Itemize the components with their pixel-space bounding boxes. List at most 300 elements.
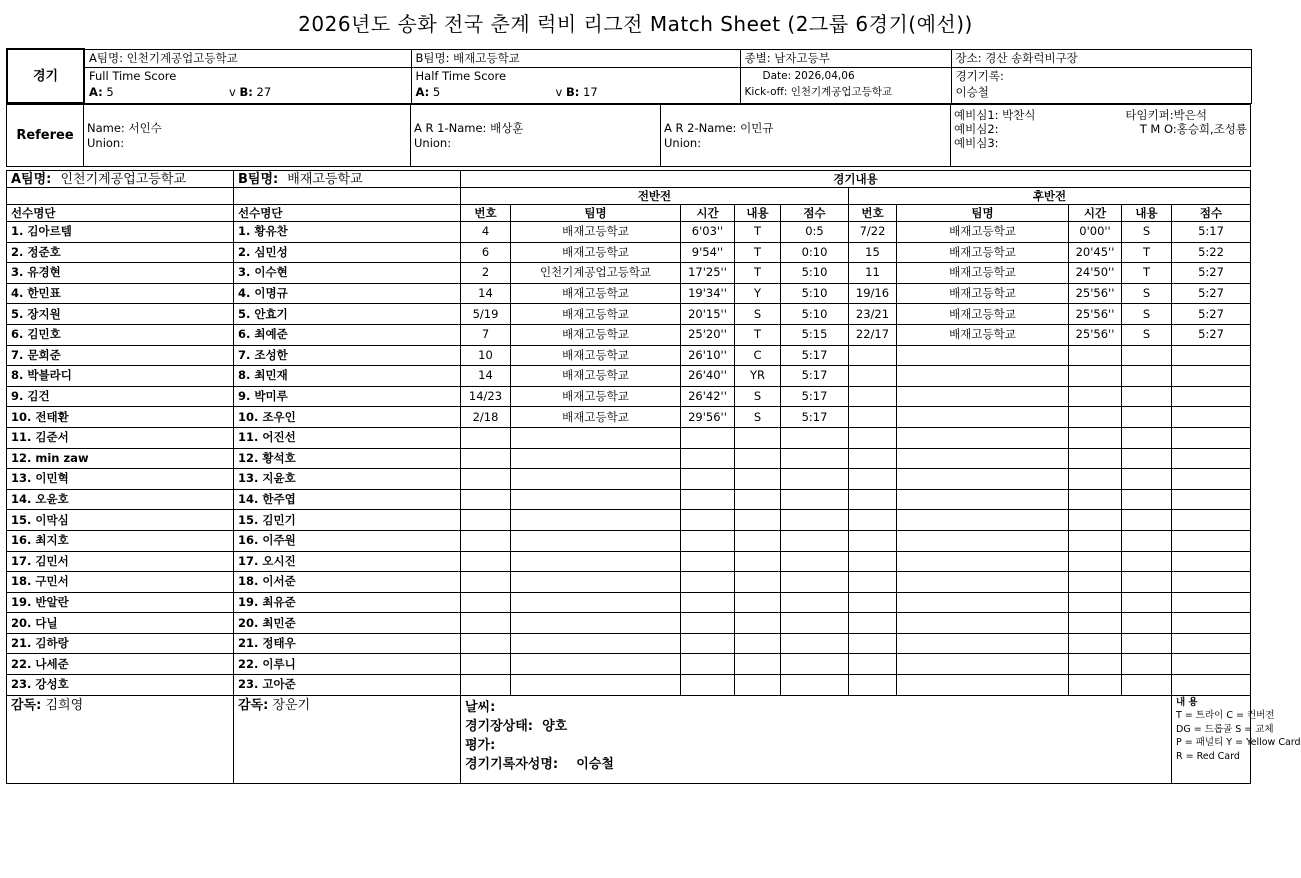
second-half-col-score: 점수 — [1172, 205, 1251, 222]
team-b-player: 10. 조우인 — [234, 407, 461, 428]
second-half-event-score — [1172, 489, 1251, 510]
second-half-event-time — [1069, 572, 1122, 593]
match-notes — [461, 695, 1172, 783]
second-half-event-team — [897, 551, 1069, 572]
column-header-row — [7, 205, 1251, 222]
team-a-player: 18. 구민서 — [7, 572, 234, 593]
reserve-3: 예비심3: — [954, 136, 999, 150]
second-half-event-time — [1069, 675, 1122, 696]
first-half-event-score — [781, 448, 849, 469]
second-half-event-content — [1122, 407, 1172, 428]
team-b-player: 22. 이루니 — [234, 654, 461, 675]
first-half-event-number: 2 — [461, 263, 511, 284]
second-half-event-number — [849, 469, 897, 490]
legend-line: T = 트라이 C = 컨버전 — [1176, 710, 1275, 722]
team-b-player: 18. 이서준 — [234, 572, 461, 593]
second-half-event-number: 11 — [849, 263, 897, 284]
second-half-event-number — [849, 592, 897, 613]
second-half-event-team — [897, 510, 1069, 531]
first-half-event-time — [681, 510, 735, 531]
first-half-event-number — [461, 510, 511, 531]
first-half-event-number — [461, 613, 511, 634]
team-b-player: 13. 지윤호 — [234, 469, 461, 490]
second-half-col-number: 번호 — [849, 205, 897, 222]
first-half-event-score: 0:5 — [781, 222, 849, 243]
team-a-player: 1. 김아르템 — [7, 222, 234, 243]
match-date: 2026,04,06 — [794, 69, 855, 82]
first-half-event-content: S — [735, 386, 781, 407]
first-half-event-score — [781, 654, 849, 675]
half-time-label: Half Time Score — [415, 68, 507, 83]
first-half-event-number: 7 — [461, 324, 511, 345]
first-half-event-content: T — [735, 324, 781, 345]
first-half-event-number — [461, 654, 511, 675]
second-half-event-content — [1122, 510, 1172, 531]
table-row — [7, 345, 1251, 366]
first-half-event-content: Y — [735, 283, 781, 304]
second-half-event-team — [897, 572, 1069, 593]
second-half-event-number: 15 — [849, 242, 897, 263]
first-half-event-time — [681, 675, 735, 696]
second-half-event-number — [849, 386, 897, 407]
first-half-event-team: 배재고등학교 — [511, 386, 681, 407]
second-half-event-time — [1069, 489, 1122, 510]
first-half-event-content: T — [735, 222, 781, 243]
team-a-player: 19. 반알란 — [7, 592, 234, 613]
second-half-event-score — [1172, 613, 1251, 634]
first-half-event-number — [461, 530, 511, 551]
team-b-player: 5. 안효기 — [234, 304, 461, 325]
second-half-event-content — [1122, 366, 1172, 387]
team-b-player: 6. 최예준 — [234, 324, 461, 345]
first-half-event-content: C — [735, 345, 781, 366]
venue-cell: 장소: 경산 송화럭비구장 — [951, 49, 1251, 67]
team-a-player: 21. 김하랑 — [7, 633, 234, 654]
division: 남자고등부 — [774, 50, 830, 65]
first-half-event-number: 14 — [461, 366, 511, 387]
referee-info: Name: 서인수 Union: — [84, 105, 411, 167]
venue: 경산 송화럭비구장 — [985, 50, 1078, 65]
second-half-event-time: 25'56'' — [1069, 283, 1122, 304]
second-half-event-team — [897, 427, 1069, 448]
ground-condition: 경기장상태: 양호 — [465, 718, 568, 734]
second-half-event-time — [1069, 366, 1122, 387]
team-b-player: 20. 최민준 — [234, 613, 461, 634]
team-b-player: 12. 황석호 — [234, 448, 461, 469]
second-half-event-number — [849, 489, 897, 510]
first-half-event-score: 5:10 — [781, 304, 849, 325]
ar2-name: 이민규 — [740, 120, 774, 135]
first-half-event-team — [511, 572, 681, 593]
second-half-event-team: 배재고등학교 — [897, 222, 1069, 243]
team-b-name-cell: B팀명: 배재고등학교 — [411, 49, 740, 67]
second-half-col-time: 시간 — [1069, 205, 1122, 222]
second-half-event-score: 5:22 — [1172, 242, 1251, 263]
team-b-player: 3. 이수현 — [234, 263, 461, 284]
team-a-player: 10. 전태환 — [7, 407, 234, 428]
first-half-event-number: 14 — [461, 283, 511, 304]
match-events-table — [6, 170, 1301, 784]
first-half-event-number: 6 — [461, 242, 511, 263]
table-row — [7, 304, 1251, 325]
kickoff-team: 인천기계공업고등학교 — [790, 85, 893, 98]
second-half-event-number — [849, 427, 897, 448]
table-row — [7, 530, 1251, 551]
first-half-event-content — [735, 592, 781, 613]
ground-value: 양호 — [542, 718, 568, 734]
referee-table — [6, 104, 1251, 167]
first-half-event-content — [735, 469, 781, 490]
first-half-col-time: 시간 — [681, 205, 735, 222]
first-half-event-time: 20'15'' — [681, 304, 735, 325]
match-header-table — [6, 48, 1252, 104]
second-half-event-team — [897, 469, 1069, 490]
second-half-event-content: S — [1122, 324, 1172, 345]
second-half-event-time — [1069, 633, 1122, 654]
ar1-name: 배상훈 — [490, 120, 524, 135]
second-half-event-team — [897, 386, 1069, 407]
first-half-event-time — [681, 427, 735, 448]
record-writer: 경기기록자성명: 이승철 — [465, 756, 614, 772]
team-a-player-header: 선수명단 — [7, 205, 234, 222]
first-half-event-number: 2/18 — [461, 407, 511, 428]
legend-line: R = Red Card — [1176, 750, 1240, 762]
team-a-player: 14. 오윤호 — [7, 489, 234, 510]
first-half-event-score — [781, 427, 849, 448]
second-half-event-score — [1172, 427, 1251, 448]
first-half-event-score — [781, 633, 849, 654]
second-half-event-score — [1172, 366, 1251, 387]
first-half-event-score — [781, 530, 849, 551]
first-half-event-time: 6'03'' — [681, 222, 735, 243]
first-half-event-score — [781, 489, 849, 510]
first-half-event-score — [781, 592, 849, 613]
table-row — [7, 613, 1251, 634]
tmo: T M O:홍승희,조성룡 — [1139, 122, 1247, 136]
second-half-event-number — [849, 366, 897, 387]
first-half-event-content: T — [735, 263, 781, 284]
ar1-info: A R 1-Name: 배상훈 Union: — [411, 105, 661, 167]
second-half-event-time — [1069, 613, 1122, 634]
first-half-event-team — [511, 530, 681, 551]
first-half-event-number — [461, 572, 511, 593]
full-time-a: 5 — [106, 84, 114, 99]
second-half-event-score — [1172, 469, 1251, 490]
first-half-event-team — [511, 633, 681, 654]
team-a-player: 16. 최지호 — [7, 530, 234, 551]
second-half-event-score — [1172, 633, 1251, 654]
table-row — [7, 324, 1251, 345]
record-cell: 경기기록: 이승철 — [951, 67, 1251, 103]
second-half-event-team — [897, 489, 1069, 510]
referee-name: 서인수 — [128, 120, 162, 135]
second-half-event-number: 23/21 — [849, 304, 897, 325]
team-b-player: 23. 고아준 — [234, 675, 461, 696]
second-half-event-number — [849, 345, 897, 366]
second-half-event-score: 5:27 — [1172, 304, 1251, 325]
second-half-event-score: 5:27 — [1172, 324, 1251, 345]
table-row — [7, 592, 1251, 613]
second-half-event-content — [1122, 469, 1172, 490]
full-time-score: Full Time Score A: 5 v B: 27 — [84, 67, 411, 103]
team-b-header: B팀명: 배재고등학교 — [234, 171, 461, 188]
first-half-event-score: 0:10 — [781, 242, 849, 263]
first-half-event-content — [735, 489, 781, 510]
second-half-event-score — [1172, 675, 1251, 696]
first-half-event-number — [461, 551, 511, 572]
half-time-b: 17 — [583, 84, 598, 99]
referee-label: Referee — [7, 105, 84, 167]
legend-line: DG = 드롭골 S = 교체 — [1176, 723, 1274, 735]
table-row — [7, 510, 1251, 531]
first-half-event-team — [511, 592, 681, 613]
second-half-event-content: S — [1122, 304, 1172, 325]
second-half-event-team — [897, 407, 1069, 428]
half-time-a: 5 — [432, 84, 441, 99]
first-half-event-team — [511, 489, 681, 510]
team-b-player: 1. 황유찬 — [234, 222, 461, 243]
team-b-player: 16. 이주원 — [234, 530, 461, 551]
table-row — [7, 222, 1251, 243]
second-half-event-team — [897, 366, 1069, 387]
second-half-event-number: 22/17 — [849, 324, 897, 345]
second-half-event-team — [897, 448, 1069, 469]
second-half-event-score — [1172, 448, 1251, 469]
first-half-event-time: 25'20'' — [681, 324, 735, 345]
team-a-player: 12. min zaw — [7, 448, 234, 469]
second-half-event-content — [1122, 448, 1172, 469]
first-half-event-content — [735, 633, 781, 654]
events-section-title: 경기내용 — [461, 171, 1251, 188]
table-row — [7, 633, 1251, 654]
timekeeper: 타임키퍼:박은석 — [1125, 108, 1207, 122]
first-half-event-team — [511, 551, 681, 572]
team-a-player: 22. 나세준 — [7, 654, 234, 675]
page-title: 2026년도 송화 전국 춘계 럭비 리그전 Match Sheet (2그룹 6경기(예선)) — [298, 12, 973, 36]
first-half-event-time — [681, 654, 735, 675]
first-half-event-team: 배재고등학교 — [511, 242, 681, 263]
second-half-event-team: 배재고등학교 — [897, 283, 1069, 304]
second-half-col-content: 내용 — [1122, 205, 1172, 222]
second-half-event-number — [849, 613, 897, 634]
first-half-event-content — [735, 675, 781, 696]
first-half-event-team — [511, 427, 681, 448]
team-a-coach-name: 김희영 — [45, 697, 84, 713]
first-half-event-time: 29'56'' — [681, 407, 735, 428]
second-half-event-team: 배재고등학교 — [897, 324, 1069, 345]
first-half-event-content: T — [735, 242, 781, 263]
table-row — [7, 572, 1251, 593]
first-half-event-number — [461, 469, 511, 490]
second-half-event-time: 25'56'' — [1069, 324, 1122, 345]
second-half-event-content — [1122, 345, 1172, 366]
game-label: 경기 — [7, 49, 84, 103]
second-half-event-content: S — [1122, 222, 1172, 243]
first-half-title: 전반전 — [461, 188, 849, 205]
officials-info — [951, 105, 1251, 167]
first-half-event-number: 5/19 — [461, 304, 511, 325]
first-half-event-team: 배재고등학교 — [511, 304, 681, 325]
team-b-player: 8. 최민재 — [234, 366, 461, 387]
second-half-event-score: 5:27 — [1172, 263, 1251, 284]
second-half-event-content — [1122, 427, 1172, 448]
first-half-event-number — [461, 427, 511, 448]
first-half-event-time: 26'10'' — [681, 345, 735, 366]
first-half-col-score: 점수 — [781, 205, 849, 222]
team-a-player: 8. 박블라디 — [7, 366, 234, 387]
first-half-event-number — [461, 448, 511, 469]
first-half-event-time — [681, 633, 735, 654]
second-half-event-time — [1069, 551, 1122, 572]
first-half-event-score — [781, 510, 849, 531]
table-row — [7, 366, 1251, 387]
first-half-event-score: 5:17 — [781, 386, 849, 407]
second-half-event-content — [1122, 613, 1172, 634]
first-half-event-content — [735, 572, 781, 593]
first-half-event-time — [681, 489, 735, 510]
team-a-spacer — [7, 188, 234, 205]
team-a-title: 인천기계공업고등학교 — [60, 171, 187, 187]
second-half-event-content — [1122, 551, 1172, 572]
first-half-event-time — [681, 448, 735, 469]
team-a-name-cell: A팀명: 인천기계공업고등학교 — [84, 49, 411, 67]
second-half-event-team — [897, 613, 1069, 634]
full-time-label: Full Time Score — [89, 68, 177, 83]
second-half-event-team: 배재고등학교 — [897, 263, 1069, 284]
table-row — [7, 551, 1251, 572]
team-a-player: 13. 이민혁 — [7, 469, 234, 490]
second-half-event-content — [1122, 592, 1172, 613]
table-row — [7, 263, 1251, 284]
second-half-event-score — [1172, 530, 1251, 551]
team-b-player: 9. 박미루 — [234, 386, 461, 407]
team-a-player: 2. 정준호 — [7, 242, 234, 263]
team-b-player-header: 선수명단 — [234, 205, 461, 222]
second-half-event-team: 배재고등학교 — [897, 242, 1069, 263]
team-b-player: 4. 이명규 — [234, 283, 461, 304]
second-half-event-content: T — [1122, 263, 1172, 284]
first-half-event-number — [461, 489, 511, 510]
second-half-event-content: T — [1122, 242, 1172, 263]
legend-box — [1172, 695, 1301, 783]
reserve-1: 예비심1: 박찬식 — [954, 108, 1036, 122]
second-half-event-time — [1069, 448, 1122, 469]
second-half-event-score — [1172, 592, 1251, 613]
first-half-event-content: YR — [735, 366, 781, 387]
first-half-event-team — [511, 654, 681, 675]
second-half-event-score — [1172, 551, 1251, 572]
first-half-event-content — [735, 551, 781, 572]
second-half-event-time: 24'50'' — [1069, 263, 1122, 284]
reserve-2: 예비심2: — [954, 122, 999, 136]
half-time-score: Half Time Score A: 5 v B: 17 — [411, 67, 740, 103]
second-half-event-team — [897, 654, 1069, 675]
first-half-event-team — [511, 510, 681, 531]
first-half-event-score: 5:10 — [781, 263, 849, 284]
first-half-event-team: 배재고등학교 — [511, 407, 681, 428]
second-half-event-number — [849, 510, 897, 531]
table-row — [7, 448, 1251, 469]
date-kickoff: Date: 2026,04,06 Kick-off: 인천기계공업고등학교 — [740, 67, 951, 103]
first-half-event-team — [511, 675, 681, 696]
first-half-event-content — [735, 448, 781, 469]
evaluation-label: 평가: — [465, 737, 496, 753]
first-half-event-number: 4 — [461, 222, 511, 243]
second-half-event-time: 20'45'' — [1069, 242, 1122, 263]
second-half-event-number: 19/16 — [849, 283, 897, 304]
second-half-col-team: 팀명 — [897, 205, 1069, 222]
second-half-event-score — [1172, 572, 1251, 593]
team-b-player: 2. 심민성 — [234, 242, 461, 263]
second-half-event-content — [1122, 386, 1172, 407]
first-half-event-score: 5:15 — [781, 324, 849, 345]
recorder: 이승철 — [955, 84, 989, 99]
first-half-event-team — [511, 469, 681, 490]
first-half-event-number — [461, 592, 511, 613]
first-half-event-content — [735, 530, 781, 551]
team-a-player: 17. 김민서 — [7, 551, 234, 572]
team-a-player: 15. 이막심 — [7, 510, 234, 531]
second-half-event-time: 25'56'' — [1069, 304, 1122, 325]
table-row — [7, 386, 1251, 407]
second-half-event-number: 7/22 — [849, 222, 897, 243]
team-b-player: 17. 오시진 — [234, 551, 461, 572]
first-half-event-score: 5:17 — [781, 407, 849, 428]
team-a-player: 20. 다닐 — [7, 613, 234, 634]
second-half-event-team — [897, 345, 1069, 366]
second-half-event-team: 배재고등학교 — [897, 304, 1069, 325]
team-a-player: 11. 김준서 — [7, 427, 234, 448]
team-b-coach: 감독: 장운기 — [234, 695, 461, 783]
team-b-player: 7. 조성한 — [234, 345, 461, 366]
second-half-event-number — [849, 448, 897, 469]
first-half-event-content — [735, 654, 781, 675]
second-half-event-score — [1172, 510, 1251, 531]
second-half-event-time — [1069, 592, 1122, 613]
first-half-event-content: S — [735, 407, 781, 428]
first-half-event-time: 9'54'' — [681, 242, 735, 263]
second-half-event-time — [1069, 654, 1122, 675]
team-a-player: 7. 문희준 — [7, 345, 234, 366]
full-time-b: 27 — [256, 84, 272, 99]
team-b-player: 14. 한주엽 — [234, 489, 461, 510]
second-half-event-content — [1122, 633, 1172, 654]
first-half-event-content — [735, 427, 781, 448]
second-half-event-content: S — [1122, 283, 1172, 304]
table-row — [7, 675, 1251, 696]
division-cell: 종별: 남자고등부 — [740, 49, 951, 67]
second-half-event-number — [849, 675, 897, 696]
record-writer-name: 이승철 — [576, 756, 614, 772]
second-half-event-number — [849, 572, 897, 593]
first-half-col-content: 내용 — [735, 205, 781, 222]
second-half-event-content — [1122, 572, 1172, 593]
team-b-player: 15. 김민기 — [234, 510, 461, 531]
team-a-player: 4. 한민표 — [7, 283, 234, 304]
second-half-event-time — [1069, 407, 1122, 428]
first-half-event-team: 배재고등학교 — [511, 366, 681, 387]
second-half-event-number — [849, 530, 897, 551]
team-b-spacer — [234, 188, 461, 205]
second-half-event-score: 5:17 — [1172, 222, 1251, 243]
first-half-event-time — [681, 572, 735, 593]
team-a-player: 3. 유경현 — [7, 263, 234, 284]
first-half-event-team: 배재고등학교 — [511, 345, 681, 366]
first-half-event-score: 5:17 — [781, 345, 849, 366]
table-row — [7, 242, 1251, 263]
second-half-event-team — [897, 633, 1069, 654]
second-half-title: 후반전 — [849, 188, 1251, 205]
